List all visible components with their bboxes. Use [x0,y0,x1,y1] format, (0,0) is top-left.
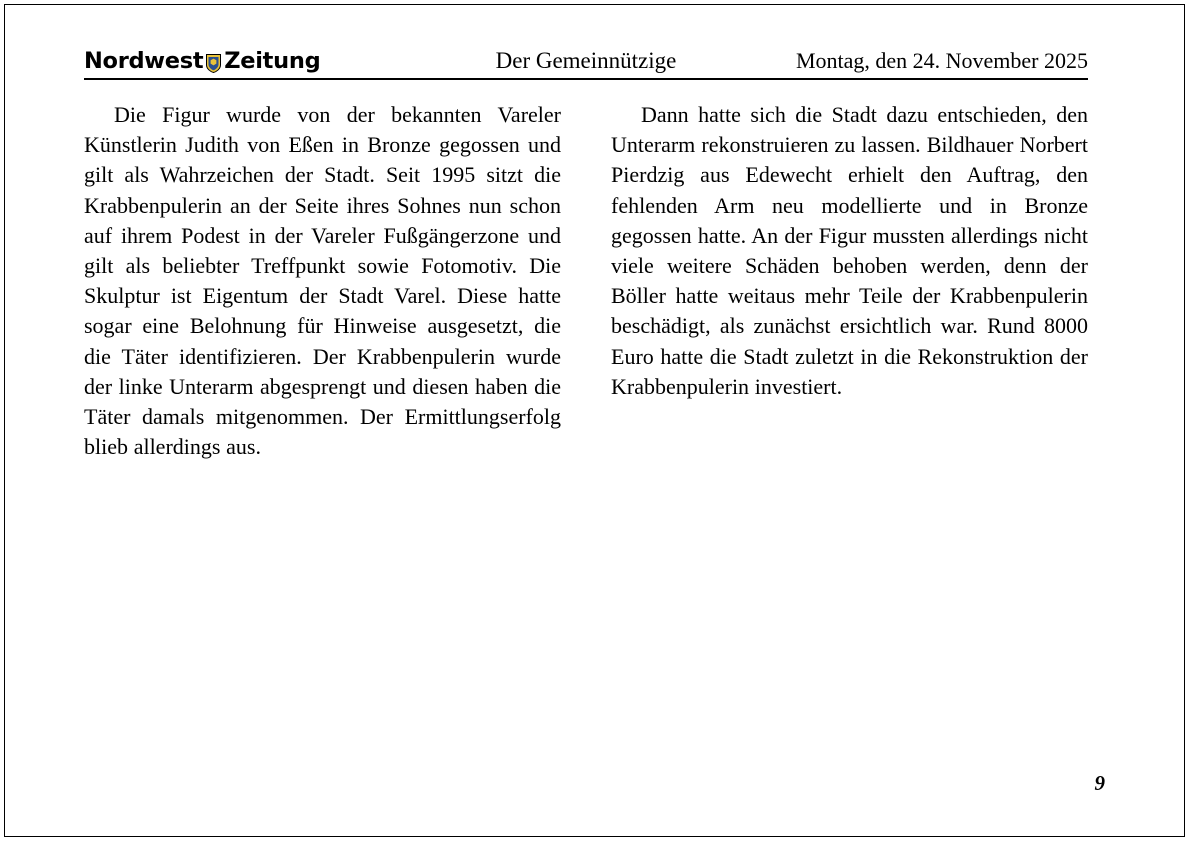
article-columns [84,100,1088,462]
article-paragraph-right: Dann hatte sich die Stadt dazu entschieden, den Unterarm rekonstruieren zu lassen. Bildhauer Norbert Pierdzig aus Edewecht erhielt den Auftrag, den fehlenden Arm neu modellierte und in Bronze gegossen hatte. An der Figur mussten allerdings nicht viele weitere Schäden behoben werden, denn der Böller hatte weitaus mehr Teile der Krabbenpulerin beschädigt, als zunächst ersichtlich war. Rund 8000 Euro hatte die Stadt zuletzt in die Rekonstruktion der Krabbenpulerin investiert. [611,102,1088,399]
section-title: Der Gemeinnützige [495,48,677,73]
page-content [84,48,1088,462]
publication-name-part1: Nordwest [84,48,204,74]
publication-logo [84,48,320,74]
page-number: 9 [1094,771,1105,795]
article-paragraph-left: Die Figur wurde von der bekannten Vareler Künstlerin Judith von Eßen in Bronze gegossen und gilt als Wahrzeichen der Stadt. Seit 1995 sitzt die Krabbenpulerin an der Seite ihres Sohnes nun schon auf ihrem Podest in der Vareler Fußgängerzone und gilt als beliebter Treffpunkt sowie Fotomotiv. Die Skulptur ist Eigentum der Stadt Varel. Diese hatte sogar eine Belohnung für Hinweise ausgesetzt, die die Täter identifizieren. Der Krabbenpulerin wurde der linke Unterarm abgesprengt und diesen haben die Täter damals mitgenommen. Der Ermittlungserfolg blieb allerdings aus. [84,102,561,460]
column-right [611,100,1088,462]
issue-date: Montag, den 24. November 2025 [795,48,1088,73]
column-left [84,100,561,462]
publication-name-part2: Zeitung [224,48,321,74]
masthead [84,48,1088,80]
coat-of-arms-icon [206,54,221,73]
